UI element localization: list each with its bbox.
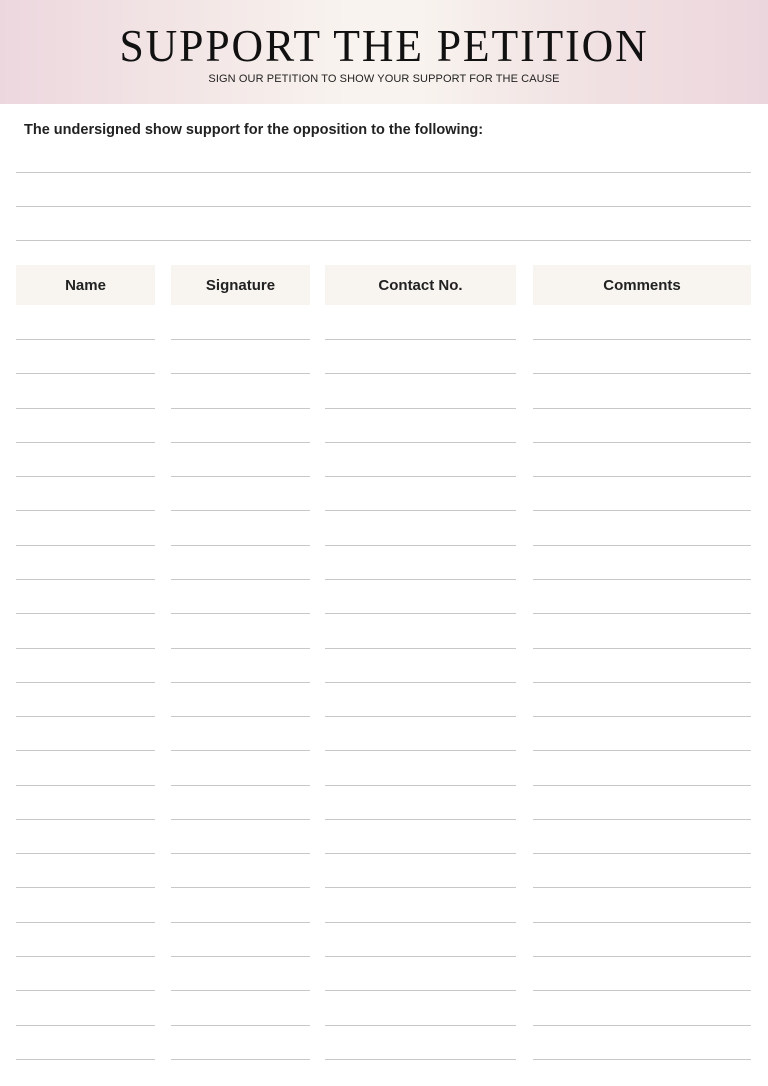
contact-entry-line[interactable] [325, 682, 516, 683]
page-subtitle: SIGN OUR PETITION TO SHOW YOUR SUPPORT FOR THE CAUSE [208, 73, 560, 85]
signature-entry-line[interactable] [171, 785, 310, 786]
comments-entry-line[interactable] [533, 682, 751, 683]
comments-entry-line[interactable] [533, 956, 751, 957]
signature-entry-line[interactable] [171, 956, 310, 957]
name-entry-line[interactable] [16, 990, 155, 991]
comments-entry-line[interactable] [533, 716, 751, 717]
contact-entry-line[interactable] [325, 373, 516, 374]
comments-entry-line[interactable] [533, 990, 751, 991]
signature-entry-line[interactable] [171, 990, 310, 991]
contact-entry-line[interactable] [325, 510, 516, 511]
contact-entry-line[interactable] [325, 579, 516, 580]
name-entry-line[interactable] [16, 750, 155, 751]
contact-entry-line[interactable] [325, 750, 516, 751]
name-entry-line[interactable] [16, 373, 155, 374]
header-banner [0, 0, 768, 104]
name-entry-line[interactable] [16, 1059, 155, 1060]
contact-entry-line[interactable] [325, 819, 516, 820]
name-entry-line[interactable] [16, 887, 155, 888]
contact-entry-line[interactable] [325, 1059, 516, 1060]
signature-entry-line[interactable] [171, 510, 310, 511]
intro-text: The undersigned show support for the opposition to the following: [24, 122, 484, 138]
comments-entry-line[interactable] [533, 545, 751, 546]
signature-entry-line[interactable] [171, 922, 310, 923]
comments-entry-line[interactable] [533, 887, 751, 888]
comments-entry-line[interactable] [533, 819, 751, 820]
column-header-comments: Comments [533, 265, 751, 305]
comments-entry-line[interactable] [533, 922, 751, 923]
name-entry-line[interactable] [16, 1025, 155, 1026]
comments-entry-line[interactable] [533, 648, 751, 649]
name-entry-line[interactable] [16, 785, 155, 786]
signature-entry-line[interactable] [171, 750, 310, 751]
contact-entry-line[interactable] [325, 408, 516, 409]
comments-entry-line[interactable] [533, 785, 751, 786]
description-line[interactable] [16, 206, 751, 207]
comments-entry-line[interactable] [533, 510, 751, 511]
comments-entry-line[interactable] [533, 750, 751, 751]
signature-entry-line[interactable] [171, 1025, 310, 1026]
name-entry-line[interactable] [16, 716, 155, 717]
signature-entry-line[interactable] [171, 613, 310, 614]
description-line[interactable] [16, 172, 751, 173]
page-title: SUPPORT THE PETITION [119, 20, 649, 71]
comments-entry-line[interactable] [533, 476, 751, 477]
name-entry-line[interactable] [16, 442, 155, 443]
name-entry-line[interactable] [16, 476, 155, 477]
name-entry-line[interactable] [16, 339, 155, 340]
signature-entry-line[interactable] [171, 476, 310, 477]
comments-entry-line[interactable] [533, 1059, 751, 1060]
signature-entry-line[interactable] [171, 853, 310, 854]
contact-entry-line[interactable] [325, 1025, 516, 1026]
contact-entry-line[interactable] [325, 339, 516, 340]
name-entry-line[interactable] [16, 648, 155, 649]
signature-entry-line[interactable] [171, 339, 310, 340]
name-entry-line[interactable] [16, 510, 155, 511]
comments-entry-line[interactable] [533, 408, 751, 409]
contact-entry-line[interactable] [325, 990, 516, 991]
column-header-signature: Signature [171, 265, 310, 305]
contact-entry-line[interactable] [325, 716, 516, 717]
signature-entry-line[interactable] [171, 545, 310, 546]
comments-entry-line[interactable] [533, 373, 751, 374]
name-entry-line[interactable] [16, 819, 155, 820]
comments-entry-line[interactable] [533, 613, 751, 614]
signature-entry-line[interactable] [171, 716, 310, 717]
name-entry-line[interactable] [16, 922, 155, 923]
contact-entry-line[interactable] [325, 648, 516, 649]
signature-entry-line[interactable] [171, 648, 310, 649]
signature-entry-line[interactable] [171, 442, 310, 443]
contact-entry-line[interactable] [325, 476, 516, 477]
comments-entry-line[interactable] [533, 853, 751, 854]
signature-entry-line[interactable] [171, 1059, 310, 1060]
column-header-contact: Contact No. [325, 265, 516, 305]
name-entry-line[interactable] [16, 682, 155, 683]
name-entry-line[interactable] [16, 579, 155, 580]
comments-entry-line[interactable] [533, 1025, 751, 1026]
name-entry-line[interactable] [16, 853, 155, 854]
contact-entry-line[interactable] [325, 853, 516, 854]
comments-entry-line[interactable] [533, 339, 751, 340]
signature-entry-line[interactable] [171, 579, 310, 580]
contact-entry-line[interactable] [325, 545, 516, 546]
signature-entry-line[interactable] [171, 819, 310, 820]
signature-entry-line[interactable] [171, 373, 310, 374]
contact-entry-line[interactable] [325, 922, 516, 923]
description-line[interactable] [16, 240, 751, 241]
contact-entry-line[interactable] [325, 785, 516, 786]
signature-entry-line[interactable] [171, 887, 310, 888]
name-entry-line[interactable] [16, 956, 155, 957]
name-entry-line[interactable] [16, 613, 155, 614]
column-header-name: Name [16, 265, 155, 305]
signature-entry-line[interactable] [171, 408, 310, 409]
contact-entry-line[interactable] [325, 956, 516, 957]
contact-entry-line[interactable] [325, 613, 516, 614]
comments-entry-line[interactable] [533, 442, 751, 443]
signature-entry-line[interactable] [171, 682, 310, 683]
comments-entry-line[interactable] [533, 579, 751, 580]
contact-entry-line[interactable] [325, 887, 516, 888]
name-entry-line[interactable] [16, 545, 155, 546]
name-entry-line[interactable] [16, 408, 155, 409]
contact-entry-line[interactable] [325, 442, 516, 443]
